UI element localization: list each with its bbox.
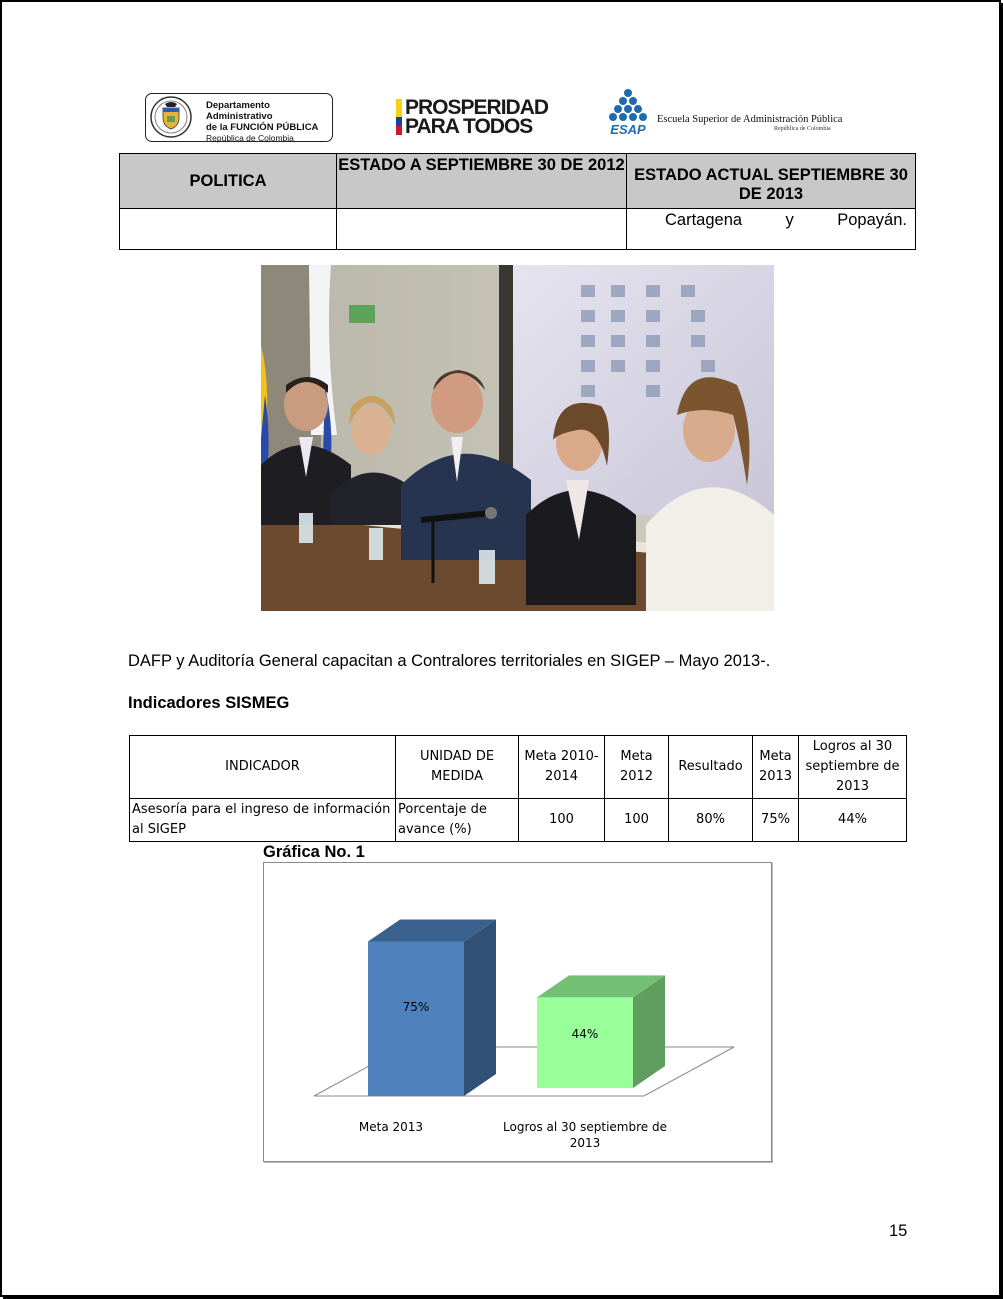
dafp-logo	[145, 93, 333, 142]
prosperidad-line2: PARA TODOS	[405, 115, 533, 138]
header-meta-2013: Meta 2013	[753, 736, 799, 799]
cell-meta-2012: 100	[605, 799, 669, 842]
estado-2012-cell	[337, 209, 627, 250]
category-label: 2013	[569, 1136, 601, 1150]
prosperidad-line1: PROSPERIDAD	[405, 96, 549, 119]
page-number: 15	[889, 1222, 908, 1240]
cell-unidad: Porcentaje de avance (%)	[396, 799, 519, 842]
category-label: Logros al 30 septiembre de	[503, 1120, 667, 1134]
colombia-seal-icon	[150, 96, 192, 138]
cell-resultado: 80%	[669, 799, 753, 842]
estado-actual-cell	[627, 209, 916, 250]
indicator-table-header	[130, 736, 907, 799]
photo-caption: DAFP y Auditoría General capacitan a Contralores territoriales en SIGEP – Mayo 2013-.	[128, 652, 771, 670]
status-table-header	[120, 154, 916, 209]
dafp-line3: República de Colombia	[206, 133, 294, 143]
politica-cell	[120, 209, 337, 250]
esap-name: Escuela Superior de Administración Pública	[657, 114, 843, 125]
esap-logo	[602, 88, 843, 138]
status-table	[119, 153, 916, 250]
bar-data-label: 44%	[571, 1027, 599, 1042]
header-estado-2012: ESTADO A SEPTIEMBRE 30 DE 2012	[337, 154, 627, 209]
esap-pyramid-icon	[602, 88, 654, 136]
esap-acronym: ESAP	[610, 122, 646, 136]
meeting-photo	[261, 265, 774, 611]
bar-data-label: 75%	[402, 1000, 430, 1015]
header-meta-2010-2014: Meta 2010-2014	[519, 736, 605, 799]
dafp-line2: de la FUNCIÓN PÚBLICA	[206, 122, 319, 133]
table-row	[130, 799, 907, 842]
dafp-line1: Departamento Administrativo	[206, 100, 273, 122]
cell-indicador: Asesoría para el ingreso de información al SIGEP	[130, 799, 396, 842]
chart-title: Gráfica No. 1	[263, 843, 365, 861]
bar-front	[368, 942, 464, 1097]
prosperidad-logo	[396, 98, 552, 138]
bar-chart	[263, 862, 772, 1162]
bar-side	[464, 920, 496, 1097]
esap-sub: República de Colombia	[774, 126, 831, 132]
colombia-flag-icon	[396, 99, 402, 135]
header-politica: POLITICA	[120, 154, 337, 209]
cell-meta-2010-2014: 100	[519, 799, 605, 842]
estado-word: y	[785, 211, 794, 229]
header-unidad: UNIDAD DE MEDIDA	[396, 736, 519, 799]
estado-word: Cartagena	[665, 211, 743, 229]
header-indicador: INDICADOR	[130, 736, 396, 799]
table-row	[120, 209, 916, 250]
cell-logros: 44%	[799, 799, 907, 842]
header-resultado: Resultado	[669, 736, 753, 799]
header-logros: Logros al 30 septiembre de 2013	[799, 736, 907, 799]
section-title: Indicadores SISMEG	[128, 694, 290, 712]
meeting-photo-icon	[261, 265, 774, 611]
category-label: Meta 2013	[358, 1120, 424, 1134]
bar-chart-svg	[264, 863, 771, 1161]
estado-word: Popayán.	[837, 211, 907, 229]
header-meta-2012: Meta 2012	[605, 736, 669, 799]
indicator-table	[129, 735, 907, 842]
cell-meta-2013: 75%	[753, 799, 799, 842]
header-estado-actual: ESTADO ACTUAL SEPTIEMBRE 30 DE 2013	[627, 154, 916, 209]
bar-front	[537, 997, 633, 1088]
